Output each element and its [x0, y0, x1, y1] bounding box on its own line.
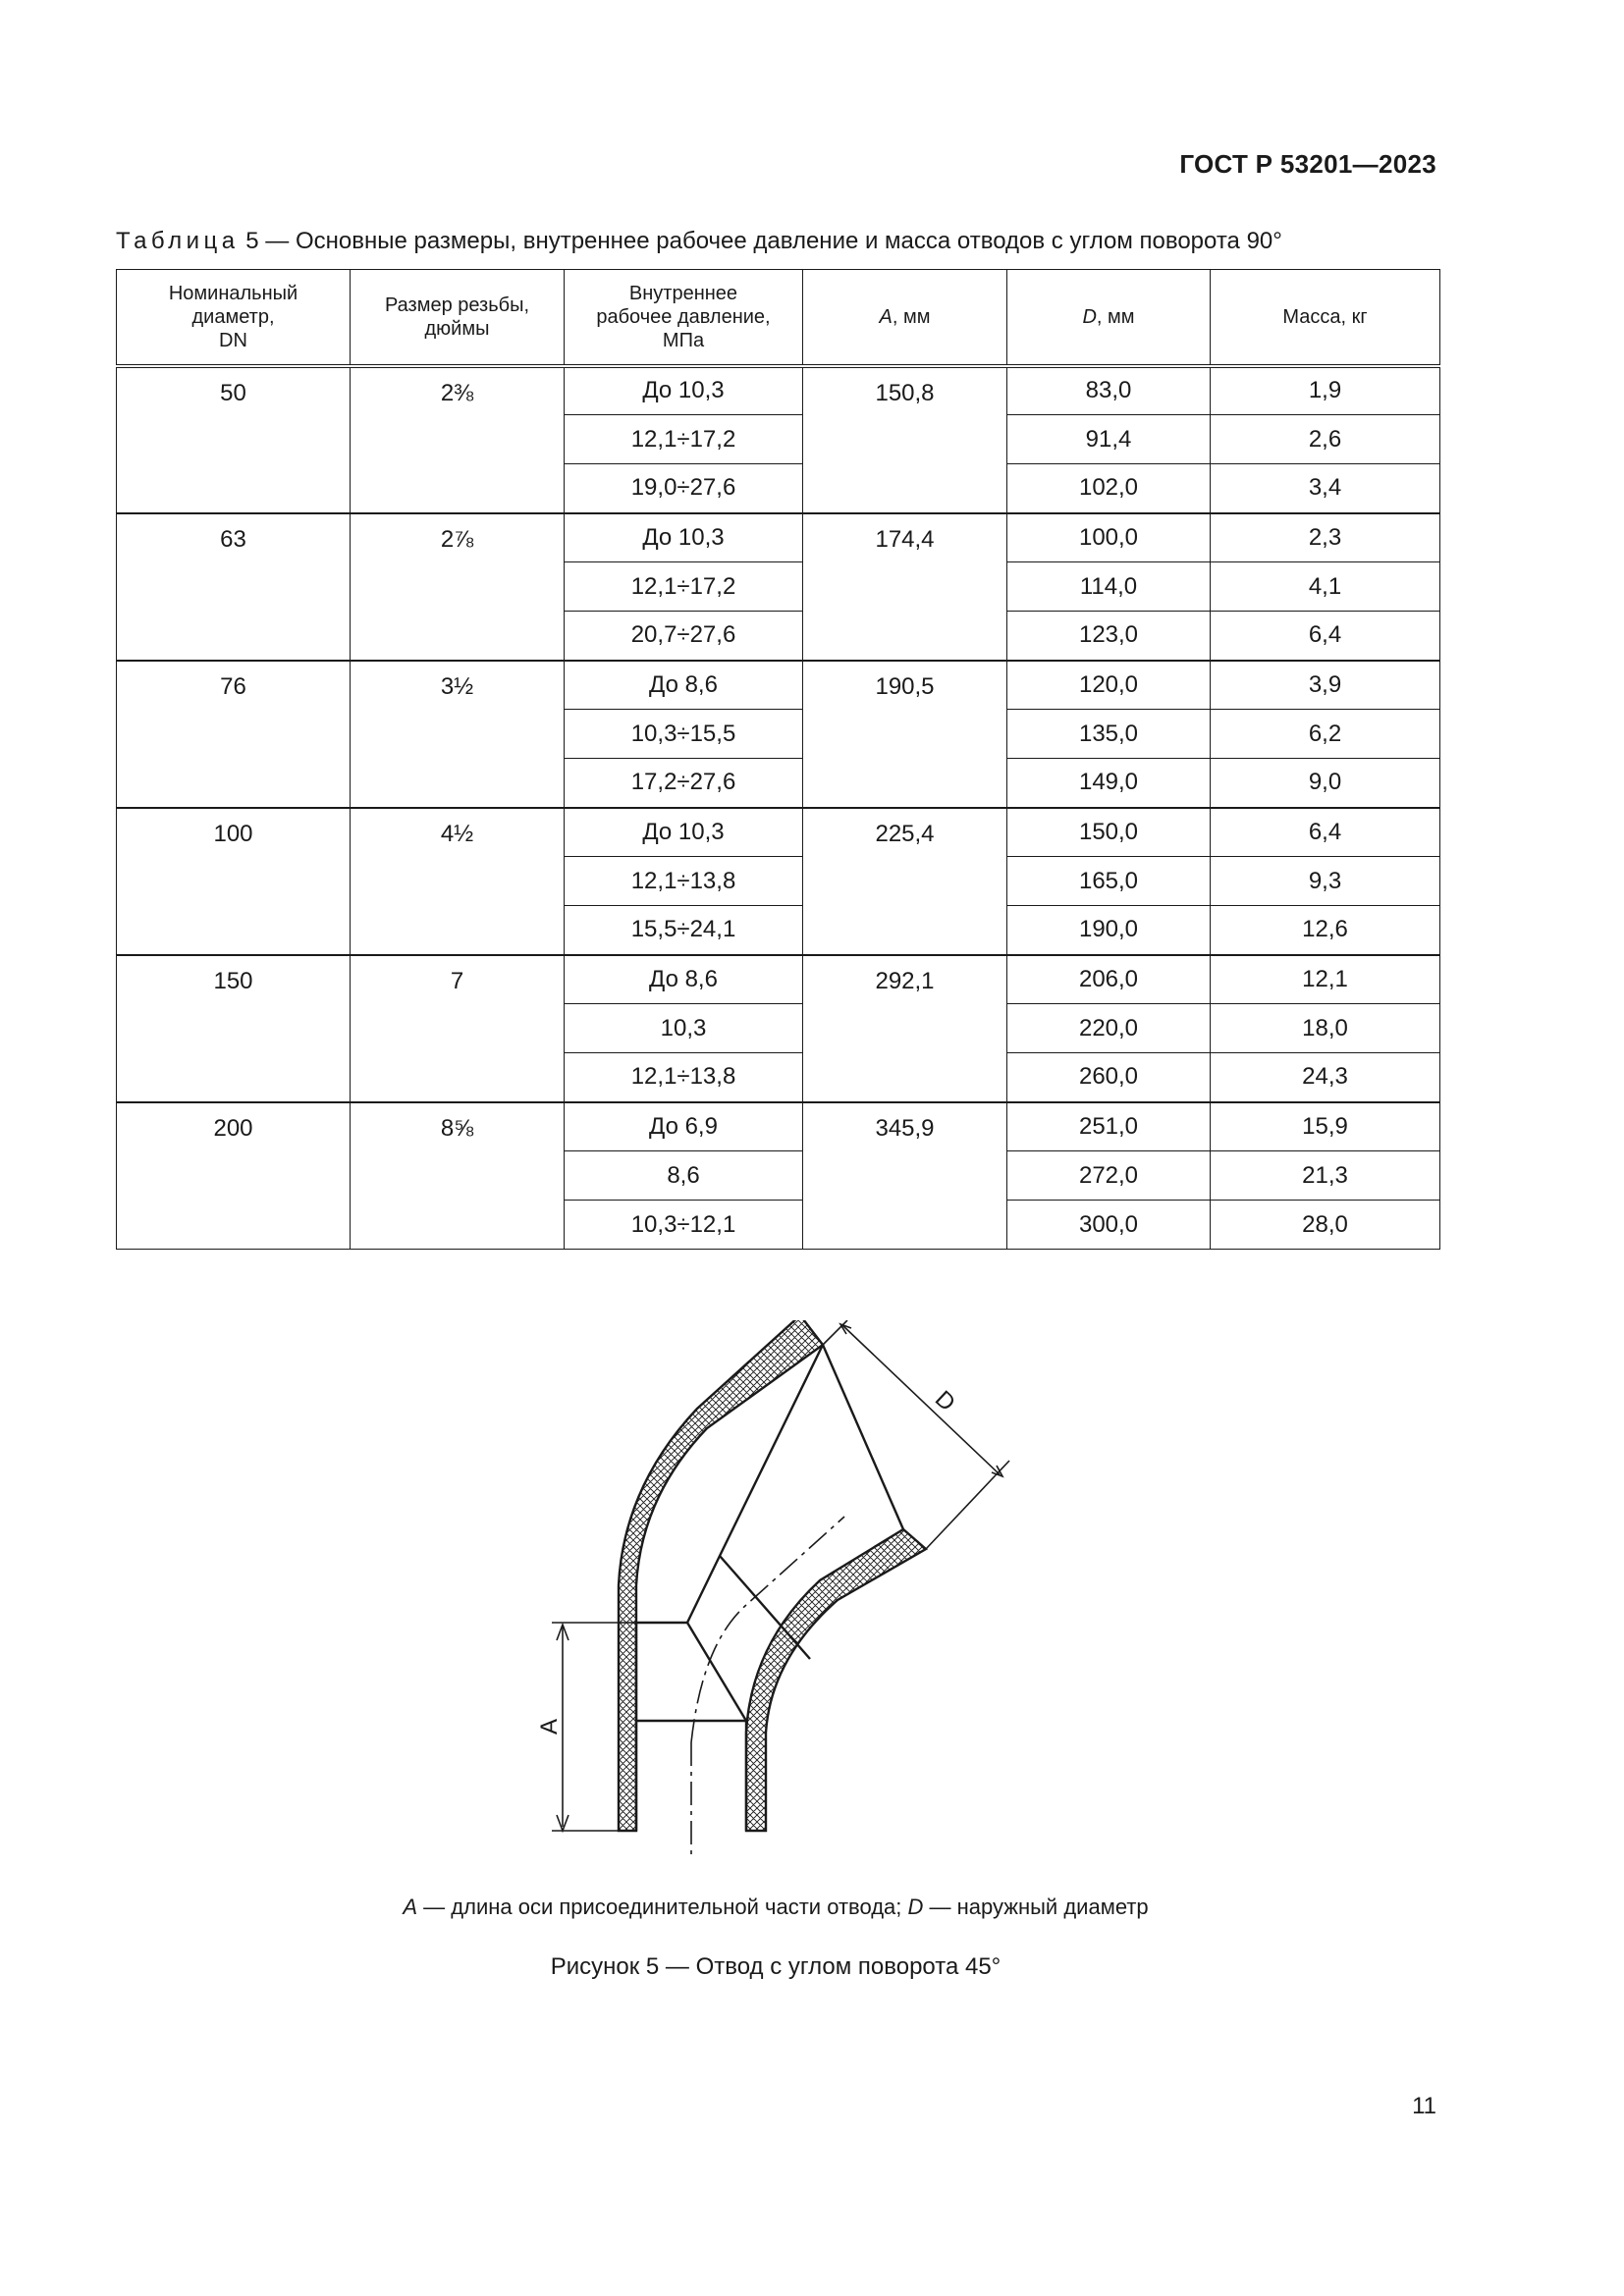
cell-thread: 4½	[351, 808, 565, 955]
cell-a: 174,4	[803, 513, 1007, 661]
cell-dn: 100	[117, 808, 351, 955]
dimension-a-label: A	[536, 1718, 563, 1735]
header-nominal-diameter: Номинальный диаметр, DN	[117, 270, 351, 366]
cell-mass: 9,3	[1211, 857, 1440, 906]
elbow-inner-edges	[636, 1345, 903, 1831]
cell-pressure: 12,1÷17,2	[565, 562, 803, 612]
cell-thread: 7	[351, 955, 565, 1102]
cell-dn: 63	[117, 513, 351, 661]
cell-pressure: 17,2÷27,6	[565, 759, 803, 808]
cell-d: 150,0	[1007, 808, 1211, 857]
table-row	[117, 661, 1440, 710]
cell-mass: 2,3	[1211, 513, 1440, 562]
cell-d: 83,0	[1007, 366, 1211, 415]
cell-d: 120,0	[1007, 661, 1211, 710]
cell-pressure: 12,1÷13,8	[565, 1053, 803, 1102]
cell-pressure: До 8,6	[565, 661, 803, 710]
cell-a: 345,9	[803, 1102, 1007, 1250]
figure-legend: A — длина оси присоединительной части отвода; D — наружный диаметр	[403, 1895, 1149, 1919]
cell-mass: 3,9	[1211, 661, 1440, 710]
cell-pressure: До 10,3	[565, 513, 803, 562]
cell-a: 225,4	[803, 808, 1007, 955]
cell-mass: 24,3	[1211, 1053, 1440, 1102]
cell-mass: 6,4	[1211, 808, 1440, 857]
cell-d: 135,0	[1007, 710, 1211, 759]
cell-mass: 28,0	[1211, 1201, 1440, 1250]
header-working-pressure: Внутреннее рабочее давление, МПа	[565, 270, 803, 366]
cell-d: 190,0	[1007, 906, 1211, 955]
cell-d: 149,0	[1007, 759, 1211, 808]
cell-pressure: 8,6	[565, 1151, 803, 1201]
cell-pressure: 10,3	[565, 1004, 803, 1053]
cell-mass: 1,9	[1211, 366, 1440, 415]
cell-thread: 8⅝	[351, 1102, 565, 1250]
cell-dn: 50	[117, 366, 351, 513]
table-caption-label: Таблица	[116, 228, 240, 254]
cell-d: 206,0	[1007, 955, 1211, 1004]
cell-mass: 18,0	[1211, 1004, 1440, 1053]
cell-d: 102,0	[1007, 464, 1211, 513]
table-row	[117, 955, 1440, 1004]
cell-a: 190,5	[803, 661, 1007, 808]
cell-d: 220,0	[1007, 1004, 1211, 1053]
table-row	[117, 808, 1440, 857]
cell-d: 165,0	[1007, 857, 1211, 906]
cell-a: 150,8	[803, 366, 1007, 513]
dimension-d	[823, 1320, 1009, 1549]
cell-mass: 12,6	[1211, 906, 1440, 955]
elbow-drawing	[496, 1320, 1046, 1855]
cell-thread: 2⅜	[351, 366, 565, 513]
cell-dn: 200	[117, 1102, 351, 1250]
cell-pressure: 12,1÷13,8	[565, 857, 803, 906]
cell-mass: 21,3	[1211, 1151, 1440, 1201]
cell-pressure: 10,3÷15,5	[565, 710, 803, 759]
cell-d: 260,0	[1007, 1053, 1211, 1102]
cell-mass: 6,4	[1211, 612, 1440, 661]
elbow-wall-left	[619, 1320, 823, 1831]
table-row	[117, 1102, 1440, 1151]
cell-pressure: До 8,6	[565, 955, 803, 1004]
cell-mass: 2,6	[1211, 415, 1440, 464]
figure-caption: Рисунок 5 — Отвод с углом поворота 45°	[550, 1953, 1001, 1980]
header-mass-kg: Масса, кг	[1211, 270, 1440, 366]
cell-d: 272,0	[1007, 1151, 1211, 1201]
cell-d: 100,0	[1007, 513, 1211, 562]
cell-pressure: 19,0÷27,6	[565, 464, 803, 513]
cell-pressure: До 6,9	[565, 1102, 803, 1151]
cell-mass: 15,9	[1211, 1102, 1440, 1151]
cell-mass: 12,1	[1211, 955, 1440, 1004]
cell-thread: 2⅞	[351, 513, 565, 661]
cell-thread: 3½	[351, 661, 565, 808]
elbow-wall-right	[746, 1529, 926, 1831]
header-d-mm: D, мм	[1007, 270, 1211, 366]
cell-mass: 4,1	[1211, 562, 1440, 612]
standard-code: ГОСТ Р 53201—2023	[1179, 149, 1436, 179]
header-a-mm: A, мм	[803, 270, 1007, 366]
cell-d: 123,0	[1007, 612, 1211, 661]
cell-mass: 9,0	[1211, 759, 1440, 808]
dimension-d-label: D	[929, 1385, 961, 1417]
dimensions-table	[116, 269, 1440, 1250]
cell-pressure: 20,7÷27,6	[565, 612, 803, 661]
cell-d: 91,4	[1007, 415, 1211, 464]
cell-pressure: 15,5÷24,1	[565, 906, 803, 955]
table-row	[117, 513, 1440, 562]
table-caption-text: 5 — Основные размеры, внутреннее рабочее давление и масса отводов с углом поворота 90°	[245, 228, 1282, 254]
cell-mass: 6,2	[1211, 710, 1440, 759]
table-header-row	[117, 270, 1440, 366]
cell-pressure: До 10,3	[565, 808, 803, 857]
table-row	[117, 366, 1440, 415]
cell-d: 114,0	[1007, 562, 1211, 612]
table-caption	[116, 228, 1282, 255]
cell-pressure: 12,1÷17,2	[565, 415, 803, 464]
cell-d: 300,0	[1007, 1201, 1211, 1250]
header-thread-size: Размер резьбы, дюймы	[351, 270, 565, 366]
cell-pressure: До 10,3	[565, 366, 803, 415]
cell-dn: 150	[117, 955, 351, 1102]
cell-mass: 3,4	[1211, 464, 1440, 513]
page-number: 11	[1412, 2093, 1436, 2119]
cell-d: 251,0	[1007, 1102, 1211, 1151]
cell-pressure: 10,3÷12,1	[565, 1201, 803, 1250]
cell-dn: 76	[117, 661, 351, 808]
cell-a: 292,1	[803, 955, 1007, 1102]
